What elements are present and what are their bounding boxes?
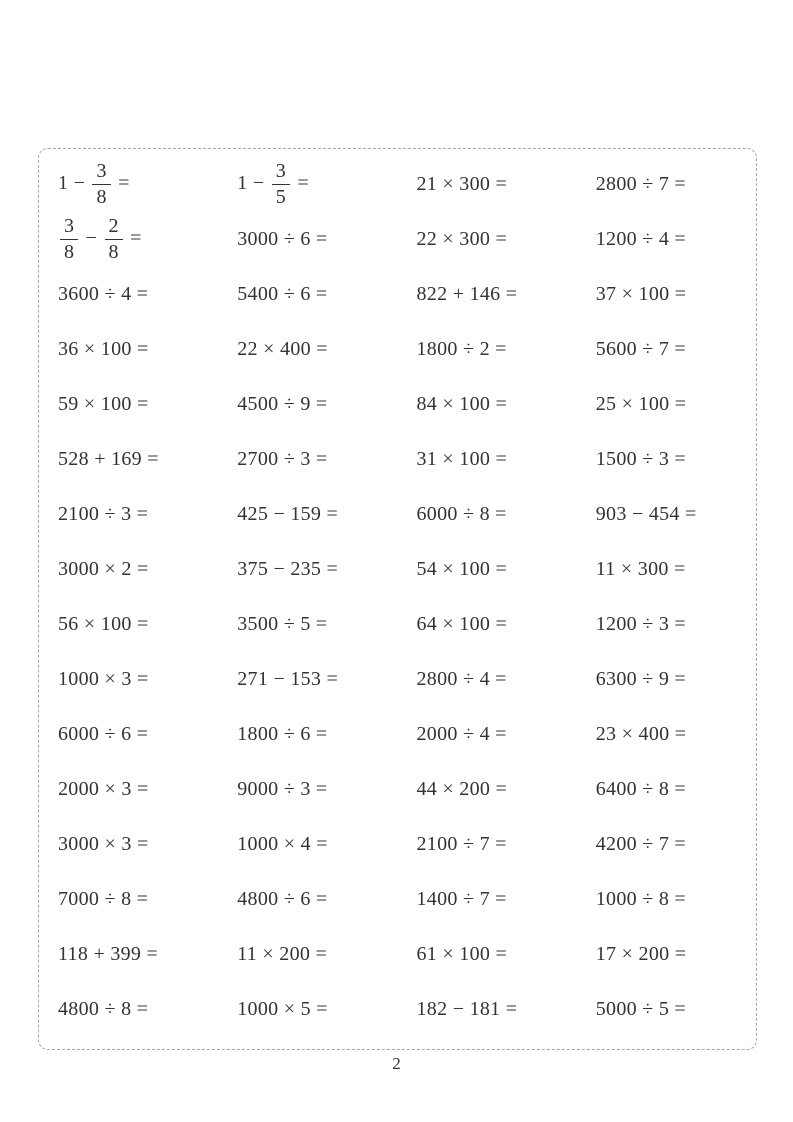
problem-cell: 64 × 100 = bbox=[416, 613, 508, 635]
problem-cell: 1000 × 5 = bbox=[237, 998, 328, 1020]
problem-cell: 822 + 146 = bbox=[416, 283, 518, 305]
problem-cell: 11 × 300 = bbox=[595, 558, 686, 580]
problem-cell: 37 × 100 = bbox=[595, 283, 687, 305]
problem-cell: 6000 ÷ 6 = bbox=[58, 723, 149, 745]
problem-cell: 36 × 100 = bbox=[58, 338, 149, 360]
fraction-denominator: 8 bbox=[108, 241, 119, 263]
fraction bbox=[272, 161, 290, 208]
problem-cell: 1400 ÷ 7 = bbox=[416, 888, 507, 910]
problem-cell: 1 − $\frac{3}{5}$ = bbox=[237, 160, 309, 208]
problem-cell: 3500 ÷ 5 = bbox=[237, 613, 328, 635]
problems-panel bbox=[38, 148, 757, 1050]
problem-cell: 2100 ÷ 7 = bbox=[416, 833, 507, 855]
problem-cell: 4500 ÷ 9 = bbox=[237, 393, 328, 415]
problem-cell: 2000 ÷ 4 = bbox=[416, 723, 507, 745]
fraction-numerator: 3 bbox=[92, 161, 110, 185]
problem-cell: 44 × 200 = bbox=[416, 778, 508, 800]
problem-cell: 118 + 399 = bbox=[58, 943, 159, 965]
problem-cell: 22 × 400 = bbox=[237, 338, 328, 360]
problem-cell: 2700 ÷ 3 = bbox=[237, 448, 328, 470]
problem-cell: 903 − 454 = bbox=[595, 503, 697, 525]
problem-cell: 22 × 300 = bbox=[416, 228, 508, 250]
fraction bbox=[92, 161, 110, 208]
problem-cell: 425 − 159 = bbox=[237, 503, 339, 525]
fraction-numerator: 3 bbox=[272, 161, 290, 185]
problem-cell: 3000 × 3 = bbox=[58, 833, 149, 855]
problem-cell: 5400 ÷ 6 = bbox=[237, 283, 328, 305]
fraction-numerator: 2 bbox=[105, 216, 123, 240]
fraction-denominator: 5 bbox=[275, 186, 287, 208]
problem-cell: 6400 ÷ 8 = bbox=[595, 778, 687, 800]
problem-cell: 4200 ÷ 7 = bbox=[595, 833, 687, 855]
problem-cell: 3000 × 2 = bbox=[58, 558, 149, 580]
problem-cell: 5000 ÷ 5 = bbox=[595, 998, 687, 1020]
problem-cell: 5600 ÷ 7 = bbox=[595, 338, 687, 360]
problem-cell: 23 × 400 = bbox=[595, 723, 687, 745]
page-number: 2 bbox=[392, 1054, 401, 1073]
problem-cell: 1800 ÷ 6 = bbox=[237, 723, 328, 745]
problem-cell: 3600 ÷ 4 = bbox=[58, 283, 149, 305]
problem-cell: 31 × 100 = bbox=[416, 448, 508, 470]
fraction bbox=[60, 216, 78, 263]
problem-cell: 1200 ÷ 3 = bbox=[595, 613, 687, 635]
problem-cell: 56 × 100 = bbox=[58, 613, 149, 635]
problem-cell: 375 − 235 = bbox=[237, 558, 339, 580]
problem-cell: 182 − 181 = bbox=[416, 998, 518, 1020]
problem-cell: 9000 ÷ 3 = bbox=[237, 778, 328, 800]
fraction-denominator: 8 bbox=[64, 241, 75, 263]
problem-cell: 59 × 100 = bbox=[58, 393, 149, 415]
problem-cell: 2100 ÷ 3 = bbox=[58, 503, 149, 525]
problem-cell: 1200 ÷ 4 = bbox=[595, 228, 687, 250]
problem-cell: 54 × 100 = bbox=[416, 558, 508, 580]
problem-cell: 17 × 200 = bbox=[595, 943, 687, 965]
fraction-numerator: 3 bbox=[60, 216, 78, 240]
problem-cell: 528 + 169 = bbox=[58, 448, 159, 470]
problem-cell: 25 × 100 = bbox=[595, 393, 687, 415]
problem-cell: 6000 ÷ 8 = bbox=[416, 503, 507, 525]
problem-cell: 6300 ÷ 9 = bbox=[595, 668, 687, 690]
problem-cell: 1800 ÷ 2 = bbox=[416, 338, 507, 360]
problem-cell: 2000 × 3 = bbox=[58, 778, 149, 800]
problem-cell: 1000 × 4 = bbox=[237, 833, 328, 855]
problem-cell: 11 × 200 = bbox=[237, 943, 328, 965]
problem-cell: 61 × 100 = bbox=[416, 943, 508, 965]
fraction-denominator: 8 bbox=[96, 186, 107, 208]
problem-cell: 7000 ÷ 8 = bbox=[58, 888, 149, 910]
problems-grid bbox=[39, 149, 756, 1049]
problem-cell: 1000 × 3 = bbox=[58, 668, 149, 690]
problem-cell: 2800 ÷ 7 = bbox=[595, 173, 687, 195]
problem-cell: 4800 ÷ 6 = bbox=[237, 888, 328, 910]
problem-cell: 271 − 153 = bbox=[237, 668, 339, 690]
problem-cell: 1 − $\frac{3}{8}$ = bbox=[58, 160, 130, 208]
problem-cell: 2800 ÷ 4 = bbox=[416, 668, 507, 690]
problem-cell: 84 × 100 = bbox=[416, 393, 508, 415]
problem-cell: 3000 ÷ 6 = bbox=[237, 228, 328, 250]
fraction bbox=[105, 216, 123, 263]
problem-cell: 1500 ÷ 3 = bbox=[595, 448, 687, 470]
problem-cell: 21 × 300 = bbox=[416, 173, 508, 195]
problem-cell: 4800 ÷ 8 = bbox=[58, 998, 149, 1020]
problem-cell: $\frac{3}{8}$ − $\frac{2}{8}$ = bbox=[39, 216, 218, 263]
problem-cell: 1000 ÷ 8 = bbox=[595, 888, 687, 910]
